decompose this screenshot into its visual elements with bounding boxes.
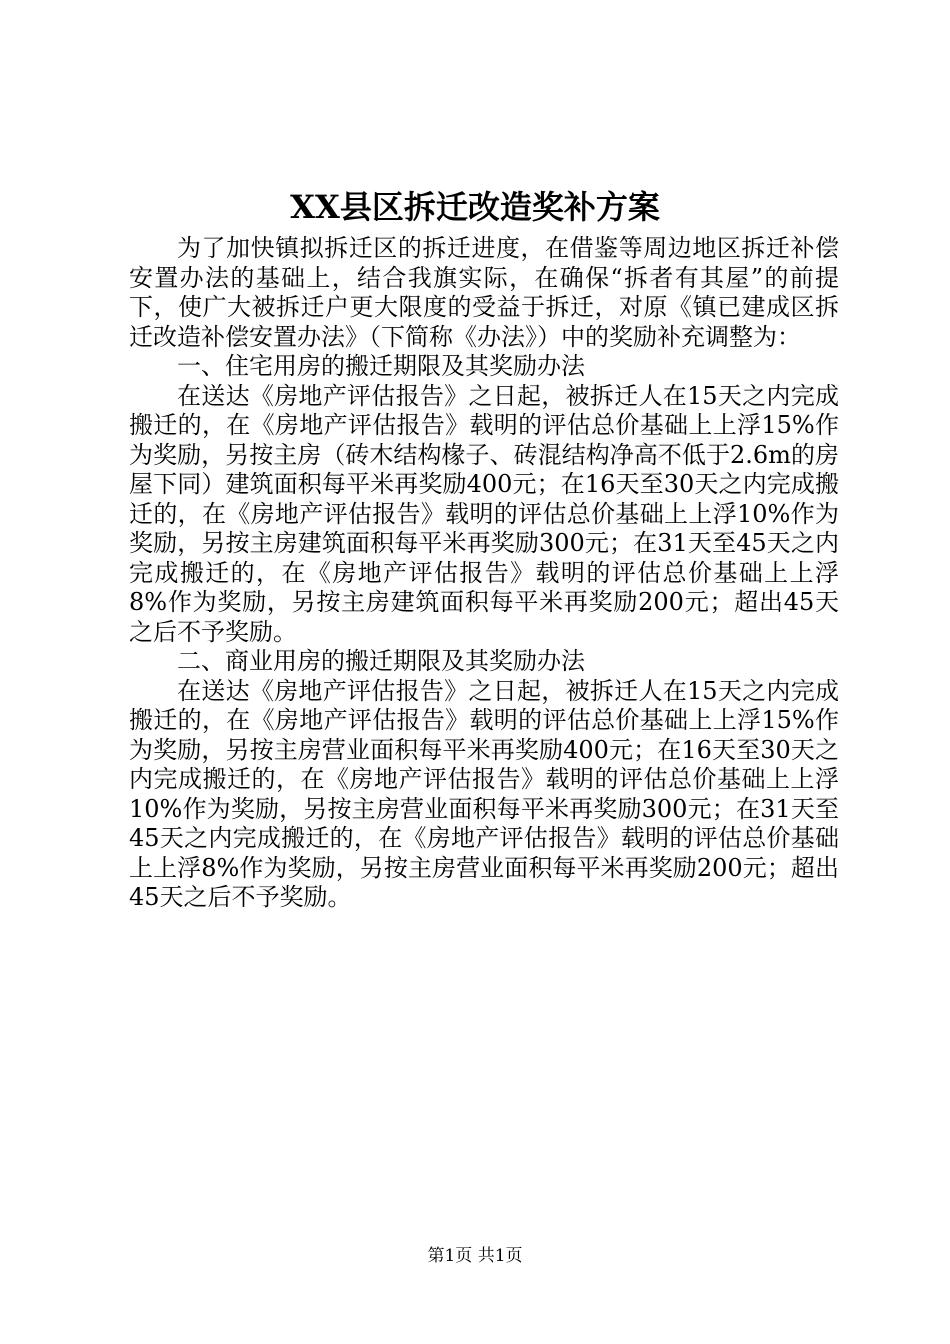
document-title: XX县区拆迁改造奖补方案 [290, 188, 660, 226]
residential-reward-paragraph: 在送达《房地产评估报告》之日起，被拆迁人在15天之内完成搬迁的，在《房地产评估报告》载明的评估总价基础上上浮15%作为奖励，另按主房（砖木结构椽子、砖混结构净高不低于2.6m的房屋下同）建筑面积每平米再奖励400元；在16天至30天之内完成搬迁的，在《房地产评估报告》载明的评估总价基础上上浮10%作为奖励，另按主房建筑面积每平米再奖励300元；在31天至45天之内完成搬迁的，在《房地产评估报告》载明的评估总价基础上上浮8%作为奖励，另按主房建筑面积每平米再奖励200元；超出45天之后不予奖励。 [129, 381, 839, 646]
section-heading-residential: 一、住宅用房的搬迁期限及其奖励办法 [177, 352, 585, 380]
document-body [129, 234, 839, 913]
commercial-reward-paragraph: 在送达《房地产评估报告》之日起，被拆迁人在15天之内完成搬迁的，在《房地产评估报告》载明的评估总价基础上上浮15%作为奖励，另按主房营业面积每平米再奖励400元；在16天至30天之内完成搬迁的，在《房地产评估报告》载明的评估总价基础上上浮10%作为奖励，另按主房营业面积每平米再奖励300元；在31天至45天之内完成搬迁的，在《房地产评估报告》载明的评估总价基础上上浮8%作为奖励，另按主房营业面积每平米再奖励200元；超出45天之后不予奖励。 [129, 676, 839, 911]
page-footer: 第1页 共1页 [427, 1246, 523, 1266]
section-heading-commercial: 二、商业用房的搬迁期限及其奖励办法 [177, 647, 585, 675]
intro-paragraph: 为了加快镇拟拆迁区的拆迁进度，在借鉴等周边地区拆迁补偿安置办法的基础上，结合我旗实际，在确保“拆者有其屋”的前提下，使广大被拆迁户更大限度的受益于拆迁，对原《镇已建成区拆迁改造补偿安置办法》（下简称《办法》）中的奖励补充调整为： [129, 234, 839, 351]
